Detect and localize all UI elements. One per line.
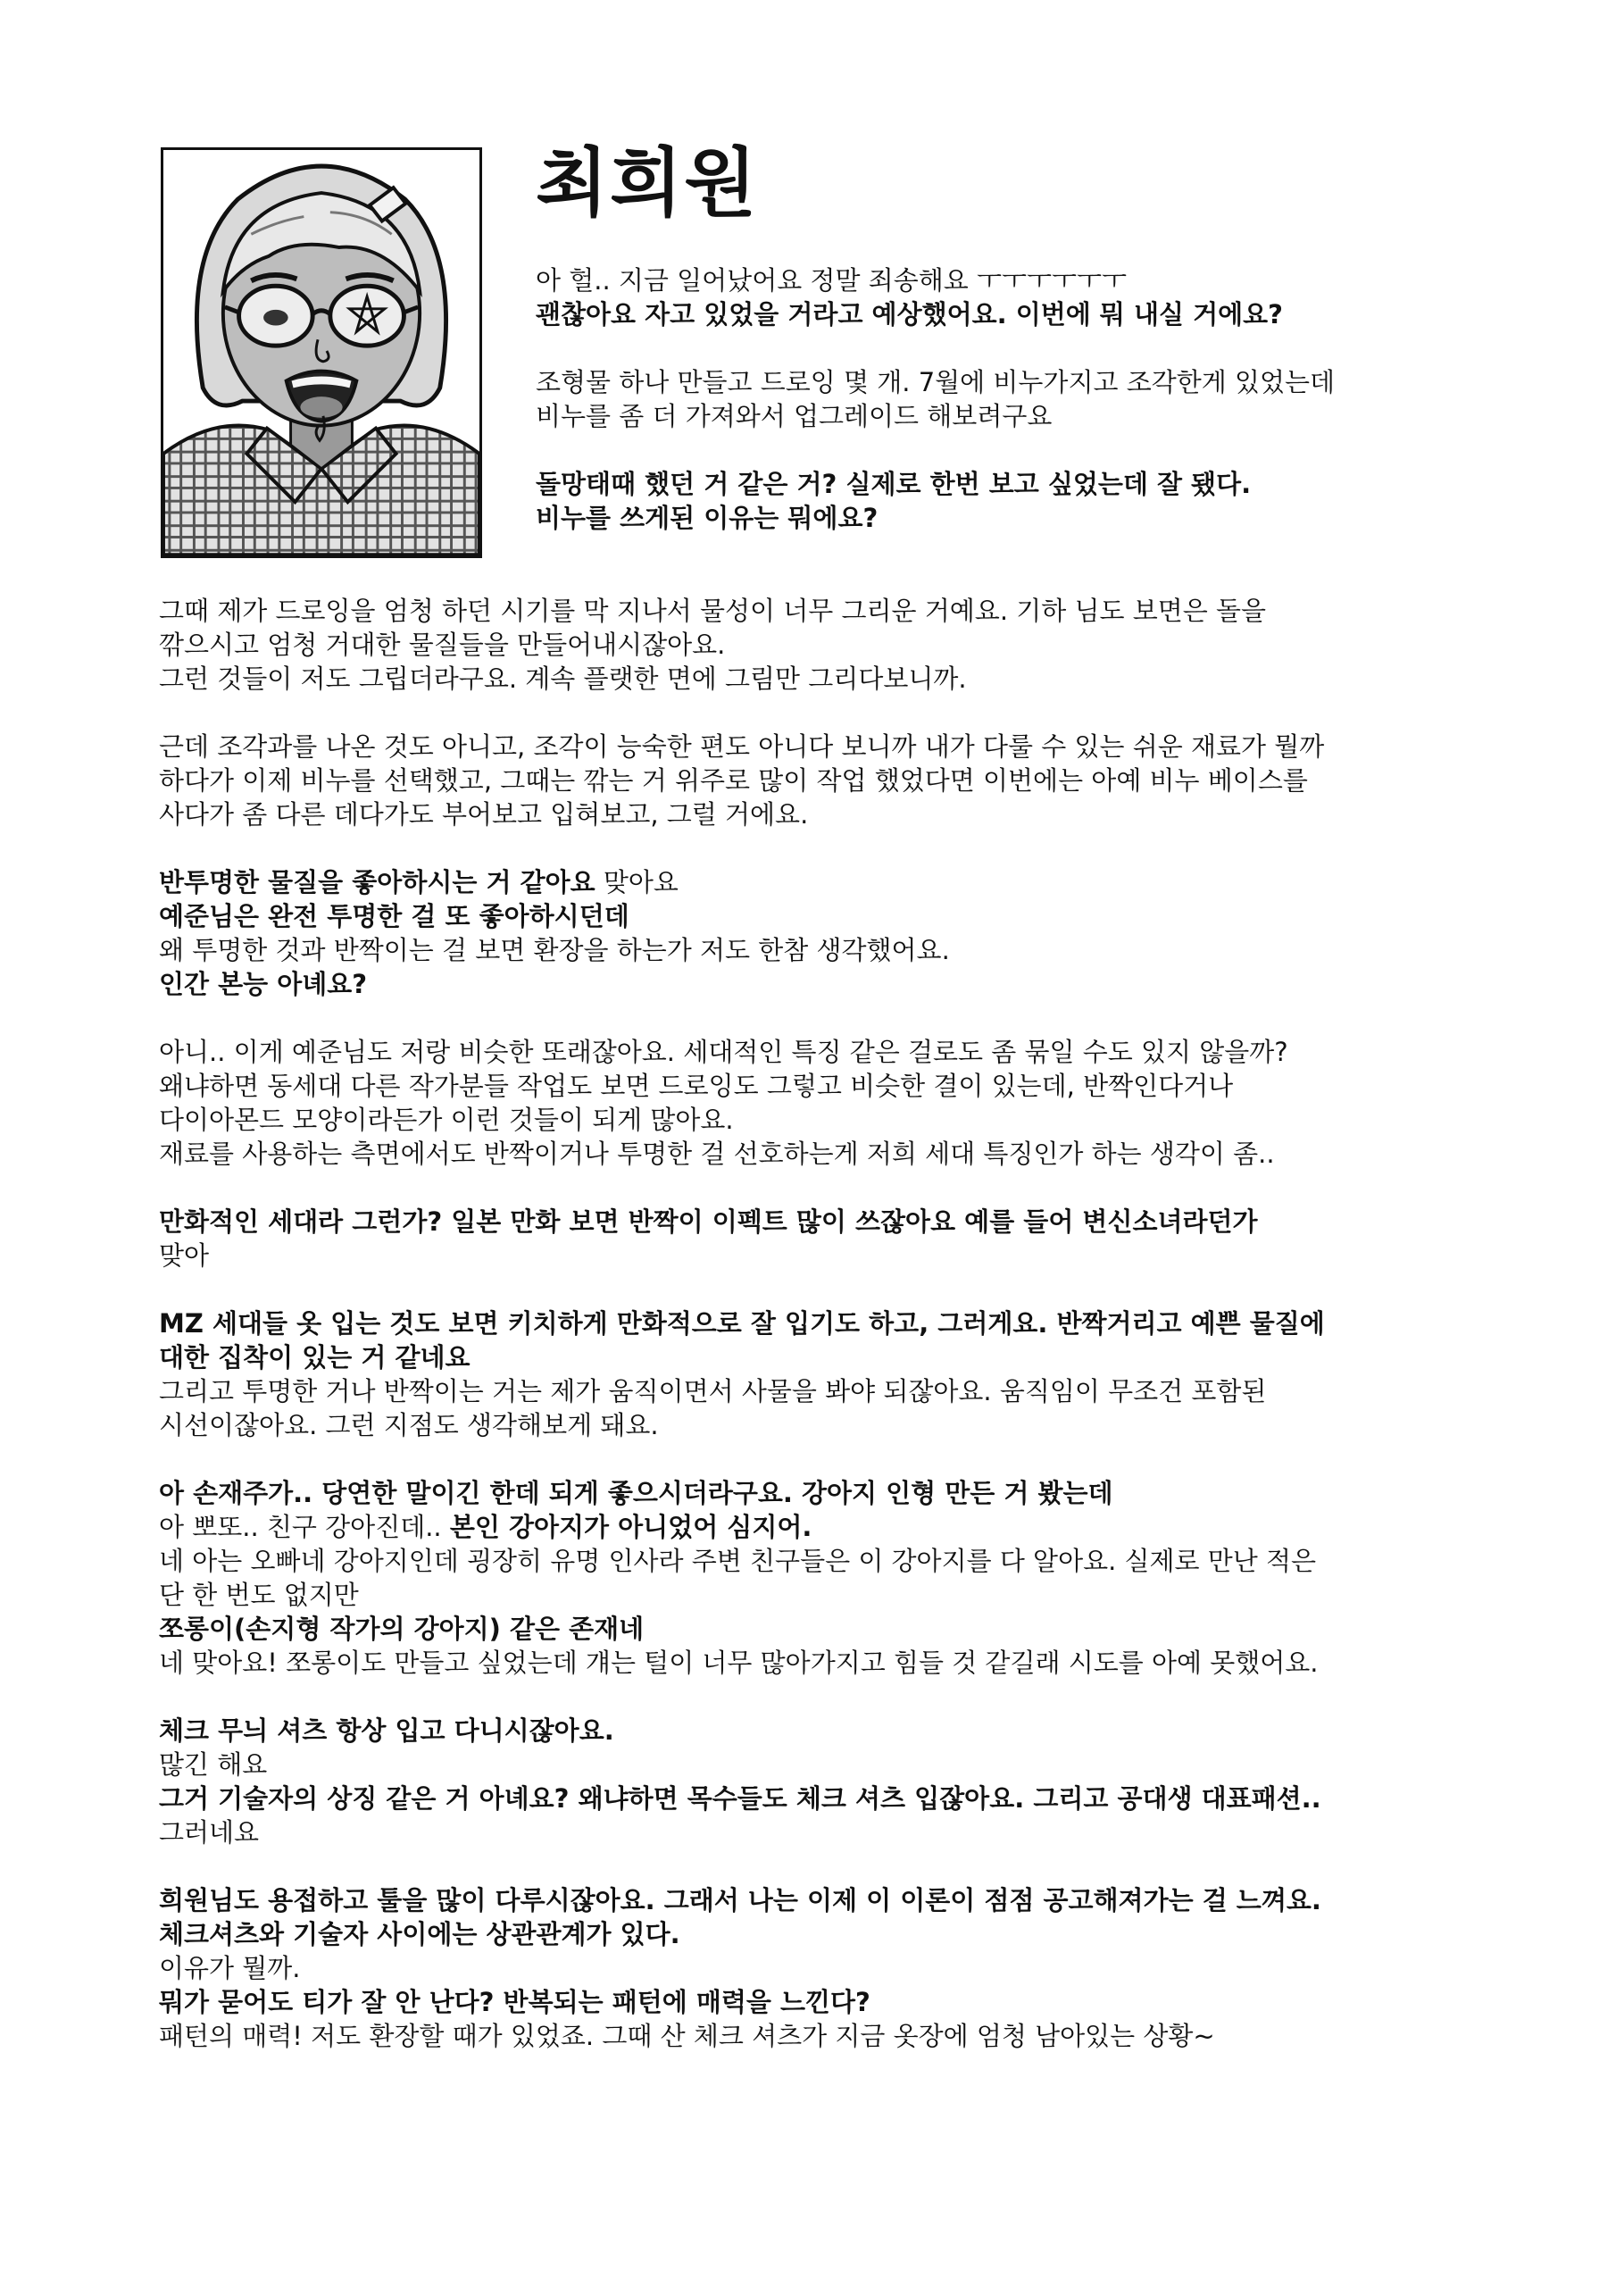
artist-answer: 아니.. 이게 예준님도 저랑 비슷한 또래잖아요. 세대적인 특징 같은 걸로도 좀 묶일 수도 있지 않을까? [159,1037,1288,1067]
interviewer-question: 희원님도 용접하고 툴을 많이 다루시잖아요. 그래서 나는 이제 이 이론이 점점 공고해져가는 걸 느껴요. [159,1885,1321,1915]
artist-answer: 그런 것들이 저도 그립더라구요. 계속 플랫한 면에 그림만 그리다보니까. [159,663,967,694]
interviewer-question: 비누를 쓰게된 이유는 뭐에요? [536,503,879,533]
artist-answer: 시선이잖아요. 그런 지점도 생각해보게 돼요. [159,1410,659,1440]
intro-paragraph [536,467,1518,535]
interviewer-question: 대한 집착이 있는 거 같네요 [159,1342,471,1373]
text-line [159,1917,1489,1951]
text-line [159,1340,1489,1374]
interviewer-question: MZ 세대들 옷 입는 것도 보면 키치하게 만화적으로 잘 입기도 하고, 그러게요. 반짝거리고 예쁜 물질에 [159,1308,1325,1339]
text-line [159,1137,1489,1171]
text-line [159,1714,1489,1748]
text-line [159,1815,1489,1849]
artist-answer: 왜냐하면 동세대 다른 작가분들 작업도 보면 드로잉도 그렇고 비슷한 결이 있는데, 반짝인다거나 [159,1071,1234,1101]
artist-answer: 이유가 뭘까. [159,1953,301,1983]
artist-answer: 맞아요 [595,867,679,897]
interview-paragraph [159,730,1489,831]
text-line [159,1782,1489,1815]
artist-answer: 비누를 좀 더 가져와서 업그레이드 해보려구요 [536,401,1053,431]
artist-answer: 많긴 해요 [159,1749,268,1780]
artist-answer: 그때 제가 드로잉을 엄청 하던 시기를 막 지나서 물성이 너무 그리운 거예요. 기하 님도 보면은 돌을 [159,596,1267,626]
interview-paragraph [159,865,1489,1001]
text-line [159,1035,1489,1069]
interview-paragraph [159,1883,1489,2053]
interviewer-question: 반투명한 물질을 좋아하시는 거 같아요 [159,867,595,897]
text-line [159,933,1489,967]
intro-paragraph [536,365,1518,433]
interview-paragraph [159,1476,1489,1680]
interviewer-question: 괜찮아요 자고 있었을 거라고 예상했어요. 이번에 뭐 내실 거에요? [536,299,1283,330]
text-line [159,1306,1489,1340]
text-line [159,967,1489,1001]
text-line [159,1069,1489,1103]
artist-answer: 하다가 이제 비누를 선택했고, 그때는 깎는 거 위주로 많이 작업 했었다면 이번에는 아예 비누 베이스를 [159,765,1308,796]
text-line [159,662,1489,696]
interview-paragraph [159,1306,1489,1442]
text-line [159,594,1489,628]
text-line [159,1748,1489,1782]
interview-paragraph [159,1714,1489,1849]
text-line [159,1578,1489,1612]
text-line [159,1374,1489,1408]
artist-answer: 사다가 좀 다른 데다가도 부어보고 입혀보고, 그럴 거에요. [159,799,809,830]
text-line [159,1612,1489,1646]
text-line [159,899,1489,933]
intro-section [536,263,1518,569]
text-line [159,1646,1489,1680]
artist-answer: 맞아 [159,1240,210,1271]
artist-answer: 그러네요 [159,1817,260,1848]
interview-paragraph [159,1035,1489,1171]
text-line [159,764,1489,797]
text-line [159,1544,1489,1578]
interviewer-question: 체크셔츠와 기술자 사이에는 상관관계가 있다. [159,1919,680,1949]
text-line [159,1951,1489,1985]
interviewer-question: 아 손재주가.. 당연한 말이긴 한데 되게 좋으시더라구요. 강아지 인형 만든 거 봤는데 [159,1478,1113,1508]
artist-answer: 패턴의 매력! 저도 환장할 때가 있었죠. 그때 산 체크 셔츠가 지금 옷장에 엄청 남아있는 상황~ [159,2021,1215,2051]
text-line [159,797,1489,831]
artist-answer: 네 아는 오빠네 강아지인데 굉장히 유명 인사라 주변 친구들은 이 강아지를 다 알아요. 실제로 만난 적은 [159,1546,1317,1576]
artist-answer: 네 맞아요! 쪼롱이도 만들고 싶었는데 걔는 털이 너무 많아가지고 힘들 것 같길래 시도를 아예 못했어요. [159,1648,1319,1678]
artist-answer: 그리고 투명한 거나 반짝이는 거는 제가 움직이면서 사물을 봐야 되잖아요. 움직임이 무조건 포함된 [159,1376,1267,1406]
text-line [159,1510,1489,1544]
artist-answer: 조형물 하나 만들고 드로잉 몇 개. 7월에 비누가지고 조각한게 있었는데 [536,367,1336,397]
interviewer-question: 쪼롱이(손지형 작가의 강아지) 같은 존재네 [159,1614,645,1644]
text-line [159,1883,1489,1917]
intro-paragraph [536,263,1518,331]
interview-body [159,594,1489,2087]
interviewer-question: 그거 기술자의 상징 같은 거 아녜요? 왜냐하면 목수들도 체크 셔츠 입잖아요. 그리고 공대생 대표패션.. [159,1783,1321,1814]
interviewer-question: 뭐가 묻어도 티가 잘 안 난다? 반복되는 패턴에 매력을 느낀다? [159,1987,870,2017]
artist-answer: 왜 투명한 것과 반짝이는 걸 보면 환장을 하는가 저도 한참 생각했어요. [159,935,950,965]
interviewer-question: 본인 강아지가 아니었어 심지어. [449,1512,812,1542]
text-line [159,2019,1489,2053]
interview-paragraph [159,1205,1489,1273]
artist-answer: 재료를 사용하는 측면에서도 반짝이거나 투명한 걸 선호하는게 저희 세대 특징인가 하는 생각이 좀.. [159,1139,1275,1169]
interviewer-question: 만화적인 세대라 그런가? 일본 만화 보면 반짝이 이펙트 많이 쓰잖아요 예를 들어 변신소녀라던가 [159,1206,1258,1237]
text-line [159,1239,1489,1273]
text-line [159,1205,1489,1239]
text-line [159,1103,1489,1137]
artist-answer: 단 한 번도 없지만 [159,1580,359,1610]
interviewer-question: 인간 본능 아녜요? [159,969,368,999]
interview-paragraph [159,594,1489,696]
text-line [159,1985,1489,2019]
portrait-illustration [161,147,482,558]
artist-answer: 다이아몬드 모양이라든가 이런 것들이 되게 많아요. [159,1105,734,1135]
artist-answer: 아 뽀또.. 친구 강아진데.. [159,1512,450,1542]
text-line [159,730,1489,764]
text-line [159,1476,1489,1510]
text-line [159,628,1489,662]
text-line [159,865,1489,899]
text-line [159,1408,1489,1442]
artist-answer: 아 헐.. 지금 일어났어요 정말 죄송해요 ㅜㅜㅜㅜㅜㅜ [536,265,1128,296]
artist-answer: 깎으시고 엄청 거대한 물질들을 만들어내시잖아요. [159,630,726,660]
artist-answer: 근데 조각과를 나온 것도 아니고, 조각이 능숙한 편도 아니다 보니까 내가 다룰 수 있는 쉬운 재료가 뭘까 [159,731,1325,762]
portrait-drawing [163,150,479,555]
interviewer-question: 돌망태때 했던 거 같은 거? 실제로 한번 보고 싶었는데 잘 됐다. [536,469,1252,499]
page-title: 최희원 [536,139,759,227]
interviewer-question: 체크 무늬 셔츠 항상 입고 다니시잖아요. [159,1715,614,1746]
interviewer-question: 예준님은 완전 투명한 걸 또 좋아하시던데 [159,901,629,931]
